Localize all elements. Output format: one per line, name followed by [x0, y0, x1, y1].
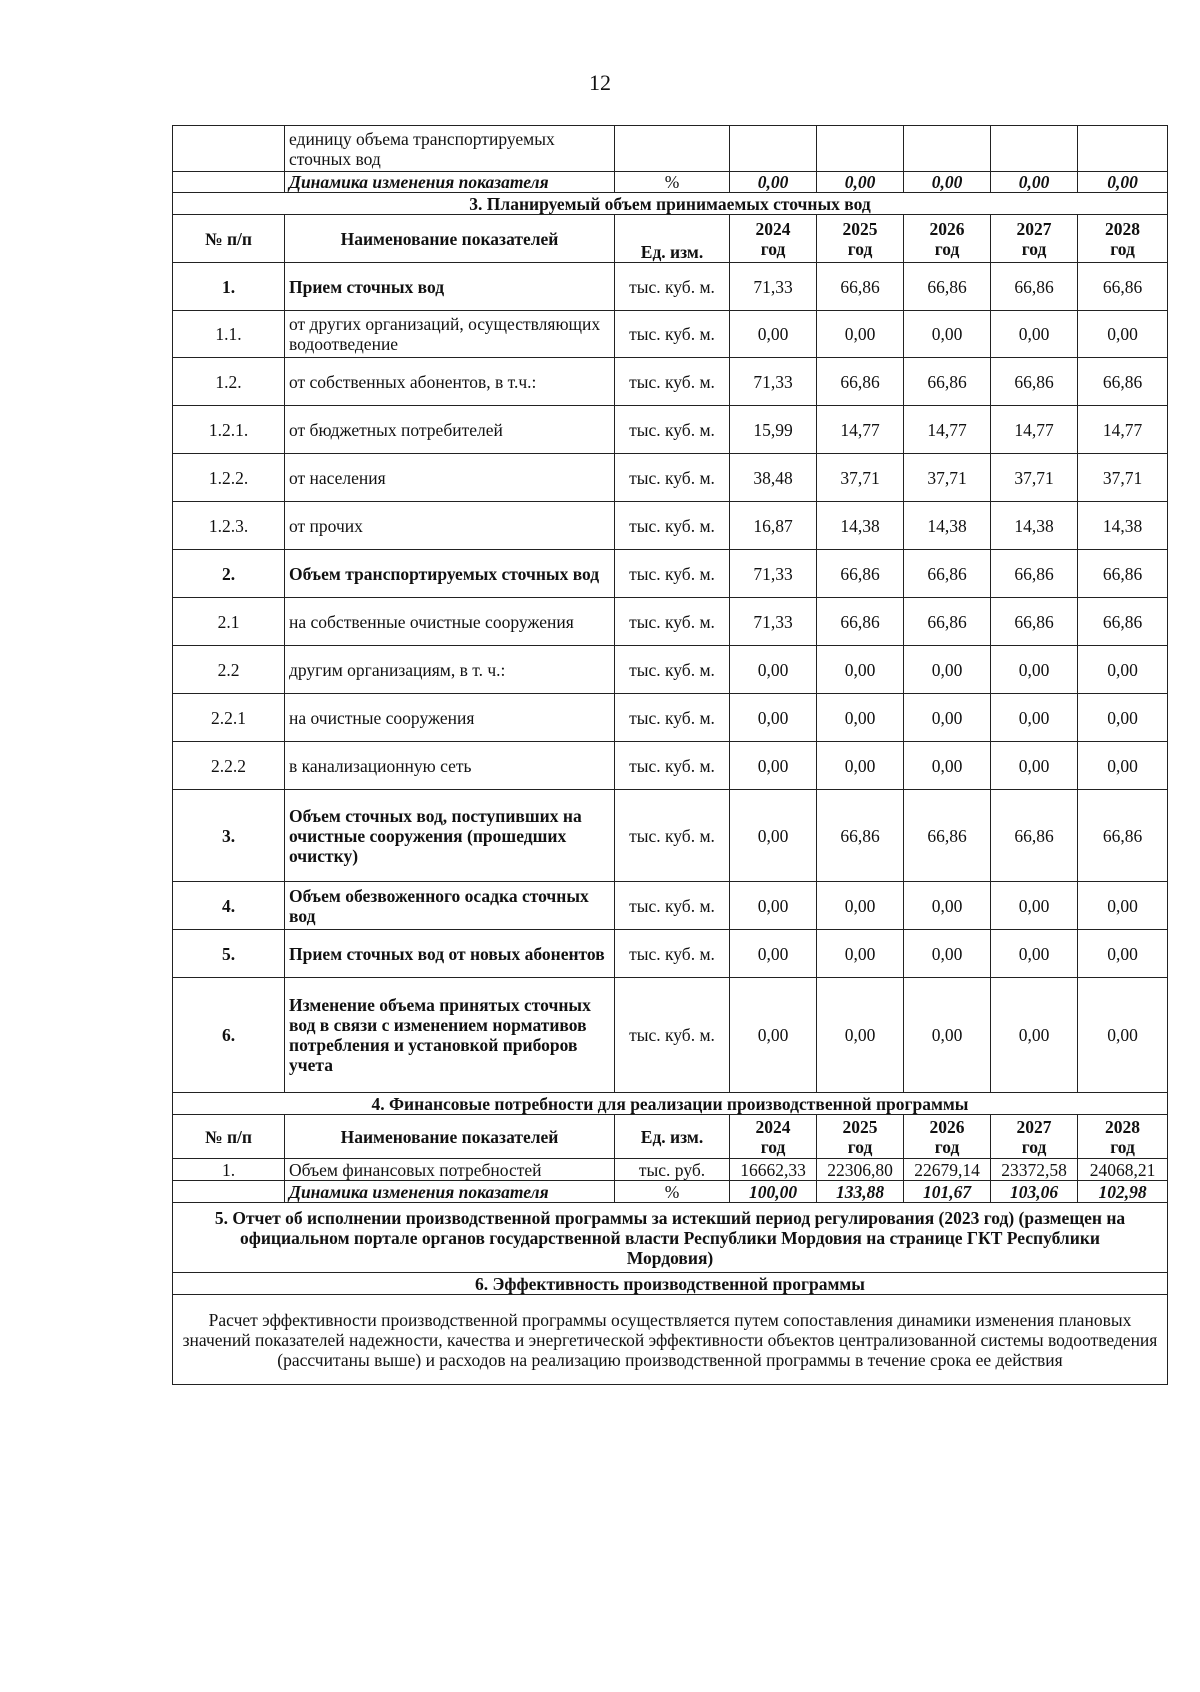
- row-name: другим организациям, в т. ч.:: [285, 646, 615, 694]
- row-value: 0,00: [1078, 311, 1168, 358]
- row-value: 66,86: [817, 263, 904, 311]
- col-num-header: № п/п: [173, 1115, 285, 1159]
- row-name: в канализационную сеть: [285, 742, 615, 790]
- section3-title-row: [173, 193, 1168, 215]
- row-value: 14,77: [904, 406, 991, 454]
- row-value: 14,77: [991, 406, 1078, 454]
- table-row: [173, 263, 1168, 311]
- row-unit: тыс. куб. м.: [615, 454, 730, 502]
- section5-title: 5. Отчет об исполнении производственной программы за истекший период регулирования (2023 год) (размещен на официальном портале органов государственной власти Республики Мордовия на странице ГКТ Республики Мордовия): [173, 1203, 1168, 1273]
- row-value: 16,87: [730, 502, 817, 550]
- row-value: 66,86: [904, 263, 991, 311]
- row-number: 2.1: [173, 598, 285, 646]
- row-value: 66,86: [817, 790, 904, 882]
- row-value: 15,99: [730, 406, 817, 454]
- row-number: 3.: [173, 790, 285, 882]
- row-number: 6.: [173, 978, 285, 1093]
- row-value: 66,86: [904, 550, 991, 598]
- table-row: [173, 646, 1168, 694]
- year-header: 2027 год: [991, 1115, 1078, 1159]
- table-row: [173, 311, 1168, 358]
- row-value: 37,71: [904, 454, 991, 502]
- dynamics-unit: %: [615, 172, 730, 193]
- dynamics-unit: %: [615, 1181, 730, 1203]
- row-unit: тыс. куб. м.: [615, 550, 730, 598]
- table-row: [173, 502, 1168, 550]
- row-value: 66,86: [1078, 263, 1168, 311]
- row-value: 37,71: [817, 454, 904, 502]
- row-value: 0,00: [730, 742, 817, 790]
- row-value: 66,86: [817, 550, 904, 598]
- row-value: 23372,58: [991, 1159, 1078, 1181]
- row-value: 0,00: [904, 930, 991, 978]
- section3-title: 3. Планируемый объем принимаемых сточных вод: [173, 193, 1168, 215]
- table-row: [173, 742, 1168, 790]
- row-value: 0,00: [904, 646, 991, 694]
- row-value: 14,38: [1078, 502, 1168, 550]
- top-cont-row: [173, 126, 1168, 172]
- row-unit: тыс. куб. м.: [615, 502, 730, 550]
- row-value: 14,77: [1078, 406, 1168, 454]
- year-header: 2025 год: [817, 1115, 904, 1159]
- row-unit: тыс. куб. м.: [615, 742, 730, 790]
- row-number: 2.: [173, 550, 285, 598]
- row-value: 71,33: [730, 598, 817, 646]
- table-row: [173, 978, 1168, 1093]
- row-name: Объем обезвоженного осадка сточных вод: [285, 882, 615, 930]
- year-header: 2026 год: [904, 215, 991, 263]
- col-name-header: Наименование показателей: [285, 215, 615, 263]
- row-value: 0,00: [1078, 694, 1168, 742]
- section4-title-row: [173, 1093, 1168, 1115]
- row-value: 0,00: [991, 882, 1078, 930]
- table-row: [173, 406, 1168, 454]
- dynamics-value: 102,98: [1078, 1181, 1168, 1203]
- row-name: Прием сточных вод от новых абонентов: [285, 930, 615, 978]
- year-header: 2024 год: [730, 215, 817, 263]
- row-value: 66,86: [1078, 550, 1168, 598]
- table-row: [173, 358, 1168, 406]
- dynamics-value: 101,67: [904, 1181, 991, 1203]
- year-header: 2028 год: [1078, 215, 1168, 263]
- row-number: 1.2.: [173, 358, 285, 406]
- col-name-header: Наименование показателей: [285, 1115, 615, 1159]
- row-value: 0,00: [730, 978, 817, 1093]
- row-number: 2.2.2: [173, 742, 285, 790]
- dynamics-value: 103,06: [991, 1181, 1078, 1203]
- row-value: 0,00: [991, 930, 1078, 978]
- finance-row: [173, 1159, 1168, 1181]
- row-value: 0,00: [991, 978, 1078, 1093]
- row-value: 14,77: [817, 406, 904, 454]
- section3-header-row: [173, 215, 1168, 263]
- row-value: 0,00: [730, 694, 817, 742]
- row-value: 38,48: [730, 454, 817, 502]
- row-value: 0,00: [817, 311, 904, 358]
- row-value: 66,86: [817, 598, 904, 646]
- section5-row: [173, 1203, 1168, 1273]
- row-value: 14,38: [904, 502, 991, 550]
- year-header: 2026 год: [904, 1115, 991, 1159]
- table-row: [173, 550, 1168, 598]
- year-header: 2024 год: [730, 1115, 817, 1159]
- row-value: 0,00: [1078, 930, 1168, 978]
- dynamics-value: 133,88: [817, 1181, 904, 1203]
- row-value: 0,00: [817, 694, 904, 742]
- row-value: 0,00: [730, 311, 817, 358]
- row-number: 1.2.1.: [173, 406, 285, 454]
- dynamics-value: 0,00: [817, 172, 904, 193]
- row-name: от населения: [285, 454, 615, 502]
- row-unit: тыс. куб. м.: [615, 790, 730, 882]
- top-dynamics-row: [173, 172, 1168, 193]
- dynamics-value: 0,00: [991, 172, 1078, 193]
- row-number: 1.2.2.: [173, 454, 285, 502]
- row-value: 66,86: [1078, 358, 1168, 406]
- row-value: 0,00: [1078, 978, 1168, 1093]
- section6-text: Расчет эффективности производственной программы осуществляется путем сопоставления динамики изменения плановых значений показателей надежности, качества и энергетической эффективности объектов централизованной системы водоотведения (рассчитаны выше) и расходов на реализацию производственной программы в течение срока ее действия: [173, 1295, 1168, 1385]
- row-value: 0,00: [991, 311, 1078, 358]
- section4-title: 4. Финансовые потребности для реализации производственной программы: [173, 1093, 1168, 1115]
- row-value: 71,33: [730, 550, 817, 598]
- row-value: 66,86: [991, 790, 1078, 882]
- row-value: 66,86: [1078, 598, 1168, 646]
- row-value: 66,86: [991, 598, 1078, 646]
- row-value: 14,38: [991, 502, 1078, 550]
- row-number: 1.2.3.: [173, 502, 285, 550]
- dynamics-value: 0,00: [904, 172, 991, 193]
- row-number: 5.: [173, 930, 285, 978]
- dynamics-label: Динамика изменения показателя: [285, 172, 615, 193]
- row-unit: тыс. куб. м.: [615, 406, 730, 454]
- row-unit: тыс. куб. м.: [615, 311, 730, 358]
- row-value: 0,00: [1078, 646, 1168, 694]
- row-value: 0,00: [1078, 742, 1168, 790]
- section4-header-row: [173, 1115, 1168, 1159]
- row-value: 66,86: [991, 358, 1078, 406]
- table-row: [173, 930, 1168, 978]
- row-value: 0,00: [991, 742, 1078, 790]
- row-name: от собственных абонентов, в т.ч.:: [285, 358, 615, 406]
- row-value: 0,00: [904, 978, 991, 1093]
- col-unit-header: Ед. изм.: [615, 215, 730, 263]
- table-row: [173, 598, 1168, 646]
- row-unit: тыс. куб. м.: [615, 646, 730, 694]
- table-row: [173, 790, 1168, 882]
- dynamics-label: Динамика изменения показателя: [285, 1181, 615, 1203]
- table-row: [173, 454, 1168, 502]
- row-value: 22306,80: [817, 1159, 904, 1181]
- row-value: 0,00: [904, 311, 991, 358]
- section6-text-row: [173, 1295, 1168, 1385]
- row-name: Изменение объема принятых сточных вод в связи с изменением нормативов потребления и установкой приборов учета: [285, 978, 615, 1093]
- row-value: 0,00: [730, 790, 817, 882]
- row-value: 16662,33: [730, 1159, 817, 1181]
- row-value: 0,00: [730, 646, 817, 694]
- row-name: Объем финансовых потребностей: [285, 1159, 615, 1181]
- dynamics-value: 0,00: [730, 172, 817, 193]
- year-header: 2028 год: [1078, 1115, 1168, 1159]
- row-value: 0,00: [817, 742, 904, 790]
- row-unit: тыс. куб. м.: [615, 598, 730, 646]
- year-header: 2027 год: [991, 215, 1078, 263]
- row-unit: тыс. руб.: [615, 1159, 730, 1181]
- row-value: 71,33: [730, 358, 817, 406]
- row-name: Объем транспортируемых сточных вод: [285, 550, 615, 598]
- row-value: 22679,14: [904, 1159, 991, 1181]
- row-value: 0,00: [817, 882, 904, 930]
- dynamics-value: 100,00: [730, 1181, 817, 1203]
- row-unit: тыс. куб. м.: [615, 882, 730, 930]
- row-number: 1.: [173, 1159, 285, 1181]
- row-name: Прием сточных вод: [285, 263, 615, 311]
- row-value: 0,00: [817, 646, 904, 694]
- row-value: 0,00: [904, 742, 991, 790]
- row-value: 66,86: [817, 358, 904, 406]
- table-row: [173, 882, 1168, 930]
- table-row: [173, 694, 1168, 742]
- year-header: 2025 год: [817, 215, 904, 263]
- page-number: 12: [589, 70, 611, 95]
- row-value: 0,00: [1078, 882, 1168, 930]
- row-name: от прочих: [285, 502, 615, 550]
- finance-dynamics-row: [173, 1181, 1168, 1203]
- row-value: 66,86: [1078, 790, 1168, 882]
- top-cont-name: единицу объема транспортируемых сточных вод: [285, 126, 615, 172]
- row-value: 66,86: [904, 598, 991, 646]
- col-unit-header: Ед. изм.: [615, 1115, 730, 1159]
- row-unit: тыс. куб. м.: [615, 358, 730, 406]
- production-program-table: [172, 125, 1168, 1385]
- empty-cell: [173, 126, 285, 172]
- col-num-header: № п/п: [173, 215, 285, 263]
- row-number: 4.: [173, 882, 285, 930]
- row-value: 0,00: [991, 694, 1078, 742]
- row-value: 71,33: [730, 263, 817, 311]
- row-value: 0,00: [904, 694, 991, 742]
- row-value: 37,71: [991, 454, 1078, 502]
- row-value: 66,86: [991, 263, 1078, 311]
- section6-title-row: [173, 1273, 1168, 1295]
- row-value: 0,00: [730, 882, 817, 930]
- row-number: 1.: [173, 263, 285, 311]
- dynamics-value: 0,00: [1078, 172, 1168, 193]
- row-number: 2.2: [173, 646, 285, 694]
- row-value: 0,00: [817, 930, 904, 978]
- row-number: 1.1.: [173, 311, 285, 358]
- row-name: на очистные сооружения: [285, 694, 615, 742]
- row-value: 14,38: [817, 502, 904, 550]
- row-value: 37,71: [1078, 454, 1168, 502]
- row-unit: тыс. куб. м.: [615, 694, 730, 742]
- row-value: 0,00: [817, 978, 904, 1093]
- row-value: 0,00: [904, 882, 991, 930]
- row-unit: тыс. куб. м.: [615, 263, 730, 311]
- row-value: 66,86: [991, 550, 1078, 598]
- row-name: Объем сточных вод, поступивших на очистные сооружения (прошедших очистку): [285, 790, 615, 882]
- row-value: 24068,21: [1078, 1159, 1168, 1181]
- row-value: 0,00: [730, 930, 817, 978]
- row-value: 0,00: [991, 646, 1078, 694]
- row-value: 66,86: [904, 790, 991, 882]
- row-name: на собственные очистные сооружения: [285, 598, 615, 646]
- row-name: от других организаций, осуществляющих водоотведение: [285, 311, 615, 358]
- row-value: 66,86: [904, 358, 991, 406]
- row-name: от бюджетных потребителей: [285, 406, 615, 454]
- row-unit: тыс. куб. м.: [615, 978, 730, 1093]
- row-number: 2.2.1: [173, 694, 285, 742]
- section6-title: 6. Эффективность производственной программы: [173, 1273, 1168, 1295]
- row-unit: тыс. куб. м.: [615, 930, 730, 978]
